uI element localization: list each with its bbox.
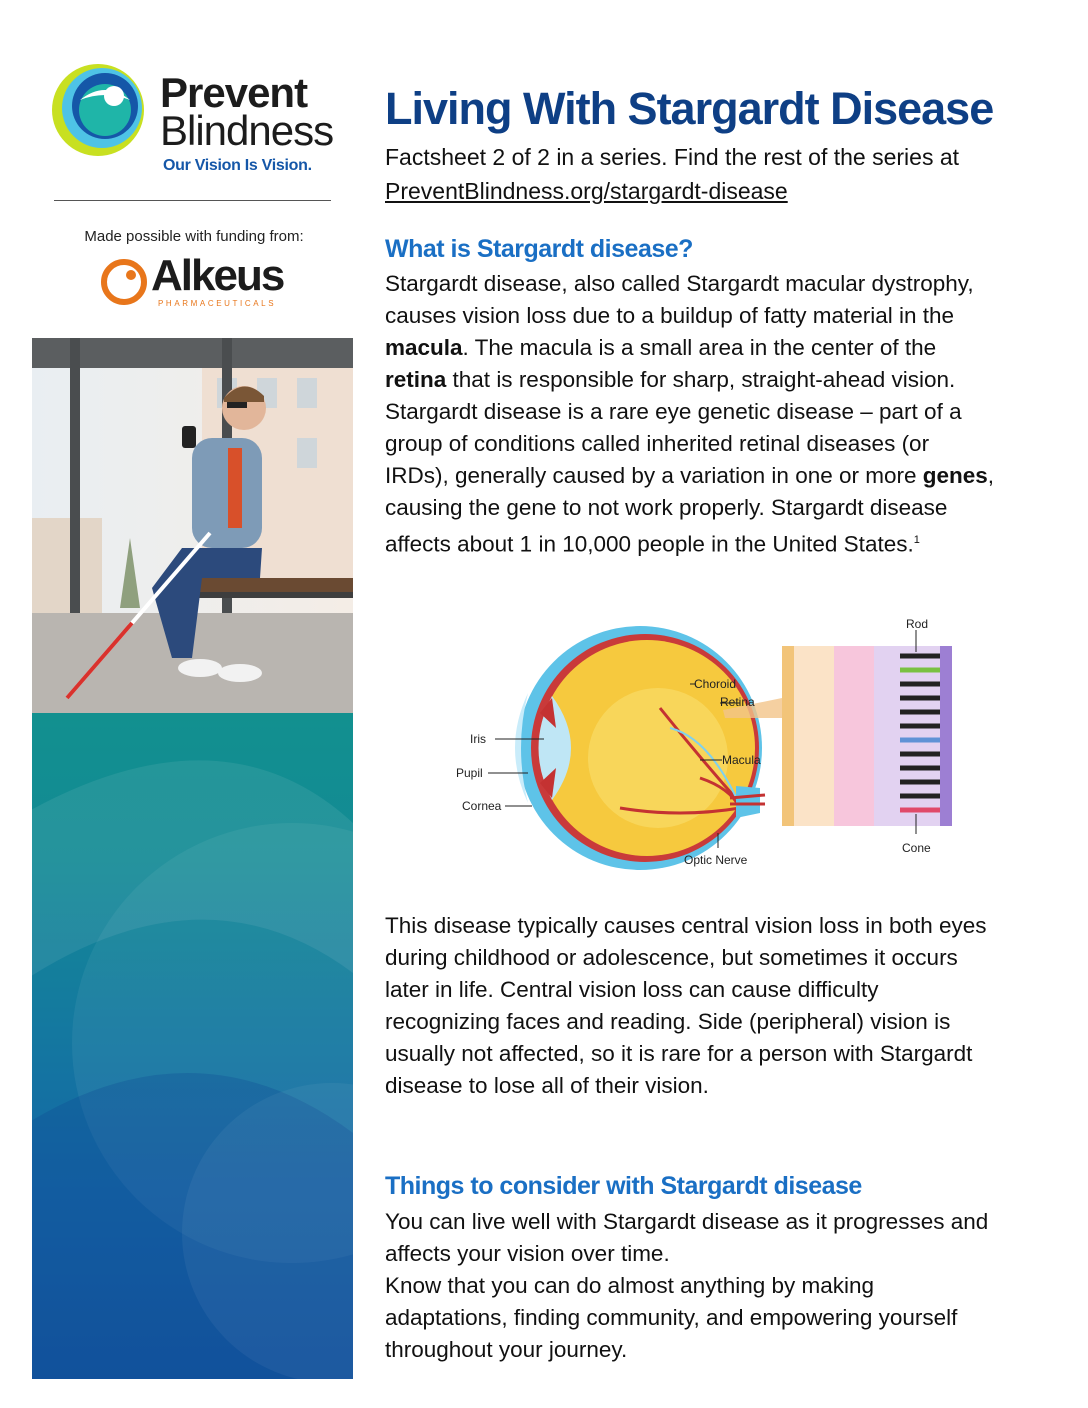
label-cornea: Cornea bbox=[462, 799, 502, 813]
page-subtitle bbox=[385, 140, 1065, 208]
label-choroid: Choroid bbox=[694, 677, 737, 691]
decorative-eye-shape bbox=[32, 713, 353, 1379]
section-heading-things-to-consider: Things to consider with Stargardt disease bbox=[385, 1172, 862, 1200]
label-cone: Cone bbox=[902, 841, 931, 855]
logo-line1: Prevent bbox=[160, 69, 308, 116]
label-iris: Iris bbox=[470, 732, 486, 746]
label-optic-nerve: Optic Nerve bbox=[684, 853, 748, 867]
paragraph-things-to-consider bbox=[385, 1206, 995, 1366]
eye-anatomy-diagram bbox=[440, 608, 1000, 878]
decorative-gradient-panel bbox=[32, 713, 353, 1379]
optic-nerve bbox=[736, 786, 760, 818]
things-sentence-1: You can live well with Stargardt disease as it progresses and affects your vision over time. bbox=[385, 1209, 989, 1266]
sponsor-subtitle: PHARMACEUTICALS bbox=[158, 299, 277, 308]
term-retina: retina bbox=[385, 367, 447, 392]
prevent-blindness-logo bbox=[50, 60, 340, 180]
label-rod: Rod bbox=[906, 617, 929, 631]
prevent-blindness-eye-icon bbox=[50, 60, 150, 160]
page-title: Living With Stargardt Disease bbox=[385, 83, 994, 134]
paragraph-what-is: Stargardt disease, also called Stargardt macular dystrophy, causes vision loss due to a buildup of fatty material in the macula. The macula is a small area in the center of the retina that is responsible for sharp, straight-ahead vision. Stargardt disease is a rare eye genetic disease – part of a group of conditions called inherited retinal diseases (or IRDs), generally caused by a variation in one or more genes, causing the gene to not work properly. Stargardt disease affects about 1 in 10,000 people in the United States.$^1$ bbox=[385, 271, 995, 557]
series-link[interactable]: PreventBlindness.org/stargardt-disease bbox=[385, 178, 788, 204]
label-pupil: Pupil bbox=[456, 766, 483, 780]
term-macula: macula bbox=[385, 335, 463, 360]
logo-tagline: Our Vision Is Vision. bbox=[163, 157, 312, 174]
section-heading-what-is: What is Stargardt disease? bbox=[385, 235, 693, 263]
person-with-cane-photo bbox=[32, 338, 353, 713]
logo-line2: Blindness bbox=[160, 107, 334, 154]
divider bbox=[54, 200, 331, 201]
label-retina: Retina bbox=[720, 695, 755, 709]
footnote-marker: 1 bbox=[913, 534, 920, 546]
label-macula: Macula bbox=[722, 753, 761, 767]
things-sentence-2: Know that you can do almost anything by making adaptations, finding community, and empowering yourself throughout your journey. bbox=[385, 1273, 958, 1362]
sponsor-name: Alkeus bbox=[151, 251, 284, 300]
paragraph-typical: This disease typically causes central vision loss in both eyes during childhood or adolescence, but sometimes it occurs later in life. Central vision loss can cause difficulty recognizing faces and reading. Side (peripheral) vision is usually not affected, so it is rare for a person with Stargardt disease to lose all of their vision. bbox=[385, 913, 987, 1098]
funding-text: Made possible with funding from: bbox=[84, 228, 304, 245]
term-genes: genes bbox=[922, 463, 988, 488]
subtitle-text: Factsheet 2 of 2 in a series. Find the rest of the series at bbox=[385, 144, 960, 170]
alkeus-logo-icon bbox=[100, 258, 148, 306]
